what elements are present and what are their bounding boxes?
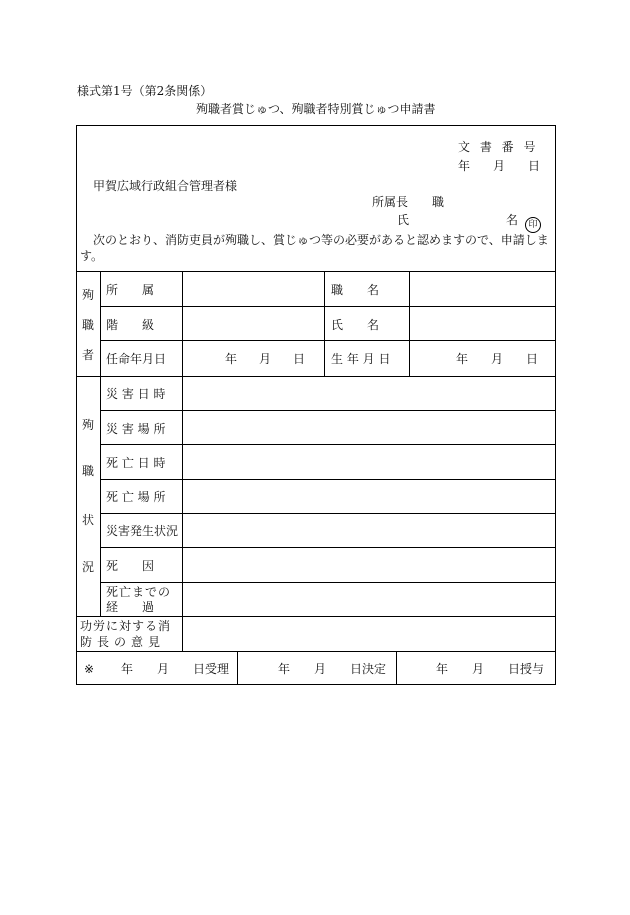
- month-label: 月: [492, 159, 505, 173]
- statement-line-2: す。: [80, 249, 104, 263]
- rule: [76, 271, 556, 272]
- year-label: 年: [436, 662, 449, 676]
- applicant-org-label: 所属長: [372, 195, 409, 209]
- rule: [100, 513, 556, 514]
- rule: [76, 616, 556, 617]
- birth-date-label: 生 年 月 日: [331, 352, 391, 366]
- appointment-date-value: [225, 352, 305, 366]
- position-label: 職 名: [331, 283, 380, 297]
- death-location-label: 死 亡 場 所: [106, 490, 166, 504]
- rule: [100, 306, 556, 307]
- section1-label-1: 殉: [82, 288, 95, 302]
- appointment-date-label: 任命年月日: [106, 352, 167, 366]
- section2-label-4: 況: [82, 560, 95, 574]
- birth-date-value: [456, 352, 538, 366]
- section1-label-3: 者: [82, 348, 95, 362]
- statement-line-1: 次のとおり、消防吏員が殉職し、賞じゅつ等の必要があると認めますので、申請しま: [93, 233, 549, 247]
- rule: [76, 376, 556, 377]
- disaster-circumstances-label: 災害発生状況: [106, 524, 179, 538]
- rule: [396, 651, 397, 685]
- rule: [100, 479, 556, 480]
- rule: [100, 340, 556, 341]
- name-label: 氏 名: [331, 318, 380, 332]
- applicant-name-suffix: 名: [506, 213, 519, 227]
- year-label: 年: [278, 662, 291, 676]
- month-label: 月: [157, 662, 170, 676]
- form-number: 様式第1号（第2条関係）: [77, 84, 213, 98]
- section2-label-3: 状: [82, 513, 95, 527]
- rank-label: 階 級: [106, 318, 155, 332]
- rule: [100, 271, 101, 616]
- month-label: 月: [314, 662, 327, 676]
- section2-label-1: 殉: [82, 418, 95, 432]
- year-label: 年: [225, 352, 238, 366]
- section2-label-2: 職: [82, 464, 95, 478]
- decided-label: 日決定: [350, 662, 387, 676]
- reference-mark: ※: [84, 662, 95, 676]
- month-label: 月: [490, 352, 503, 366]
- applicant-post-label: 職: [432, 195, 445, 209]
- applicant-name-prefix: 氏: [397, 213, 410, 227]
- rule: [100, 444, 556, 445]
- rule: [237, 651, 238, 685]
- rule: [100, 410, 556, 411]
- application-date: [458, 159, 540, 173]
- rule: [324, 271, 325, 376]
- rule: [100, 547, 556, 548]
- opinion-label-1: 功労に対する消: [80, 619, 172, 633]
- disaster-datetime-label: 災 害 日 時: [106, 387, 166, 401]
- year-label: 年: [456, 352, 469, 366]
- addressee: 甲賀広域行政組合管理者様: [93, 179, 238, 193]
- month-label: 月: [472, 662, 485, 676]
- seal-icon: 印: [525, 217, 541, 233]
- opinion-label-2: 防長の意見: [80, 635, 166, 649]
- affiliation-label: 所 属: [106, 283, 155, 297]
- rule: [409, 271, 410, 376]
- day-label: 日: [292, 352, 305, 366]
- awarded-label: 日授与: [508, 662, 545, 676]
- cause-of-death-label: 死 因: [106, 559, 155, 573]
- rule: [76, 651, 556, 652]
- rule: [182, 271, 183, 651]
- day-label: 日: [527, 159, 540, 173]
- received-label: 日受理: [193, 662, 230, 676]
- rule: [100, 582, 556, 583]
- section1-label-2: 職: [82, 318, 95, 332]
- death-datetime-label: 死 亡 日 時: [106, 456, 166, 470]
- until-death-label-2: 経 過: [106, 600, 155, 614]
- seal-mark: [525, 212, 541, 233]
- day-label: 日: [525, 352, 538, 366]
- until-death-label-1: 死亡までの: [106, 585, 172, 599]
- year-label: 年: [458, 159, 471, 173]
- year-label: 年: [121, 662, 134, 676]
- month-label: 月: [258, 352, 271, 366]
- form-title: 殉職者賞じゅつ、殉職者特別賞じゅつ申請書: [196, 102, 436, 116]
- disaster-location-label: 災 害 場 所: [106, 422, 166, 436]
- doc-number-label: 文 書 番 号: [458, 140, 536, 154]
